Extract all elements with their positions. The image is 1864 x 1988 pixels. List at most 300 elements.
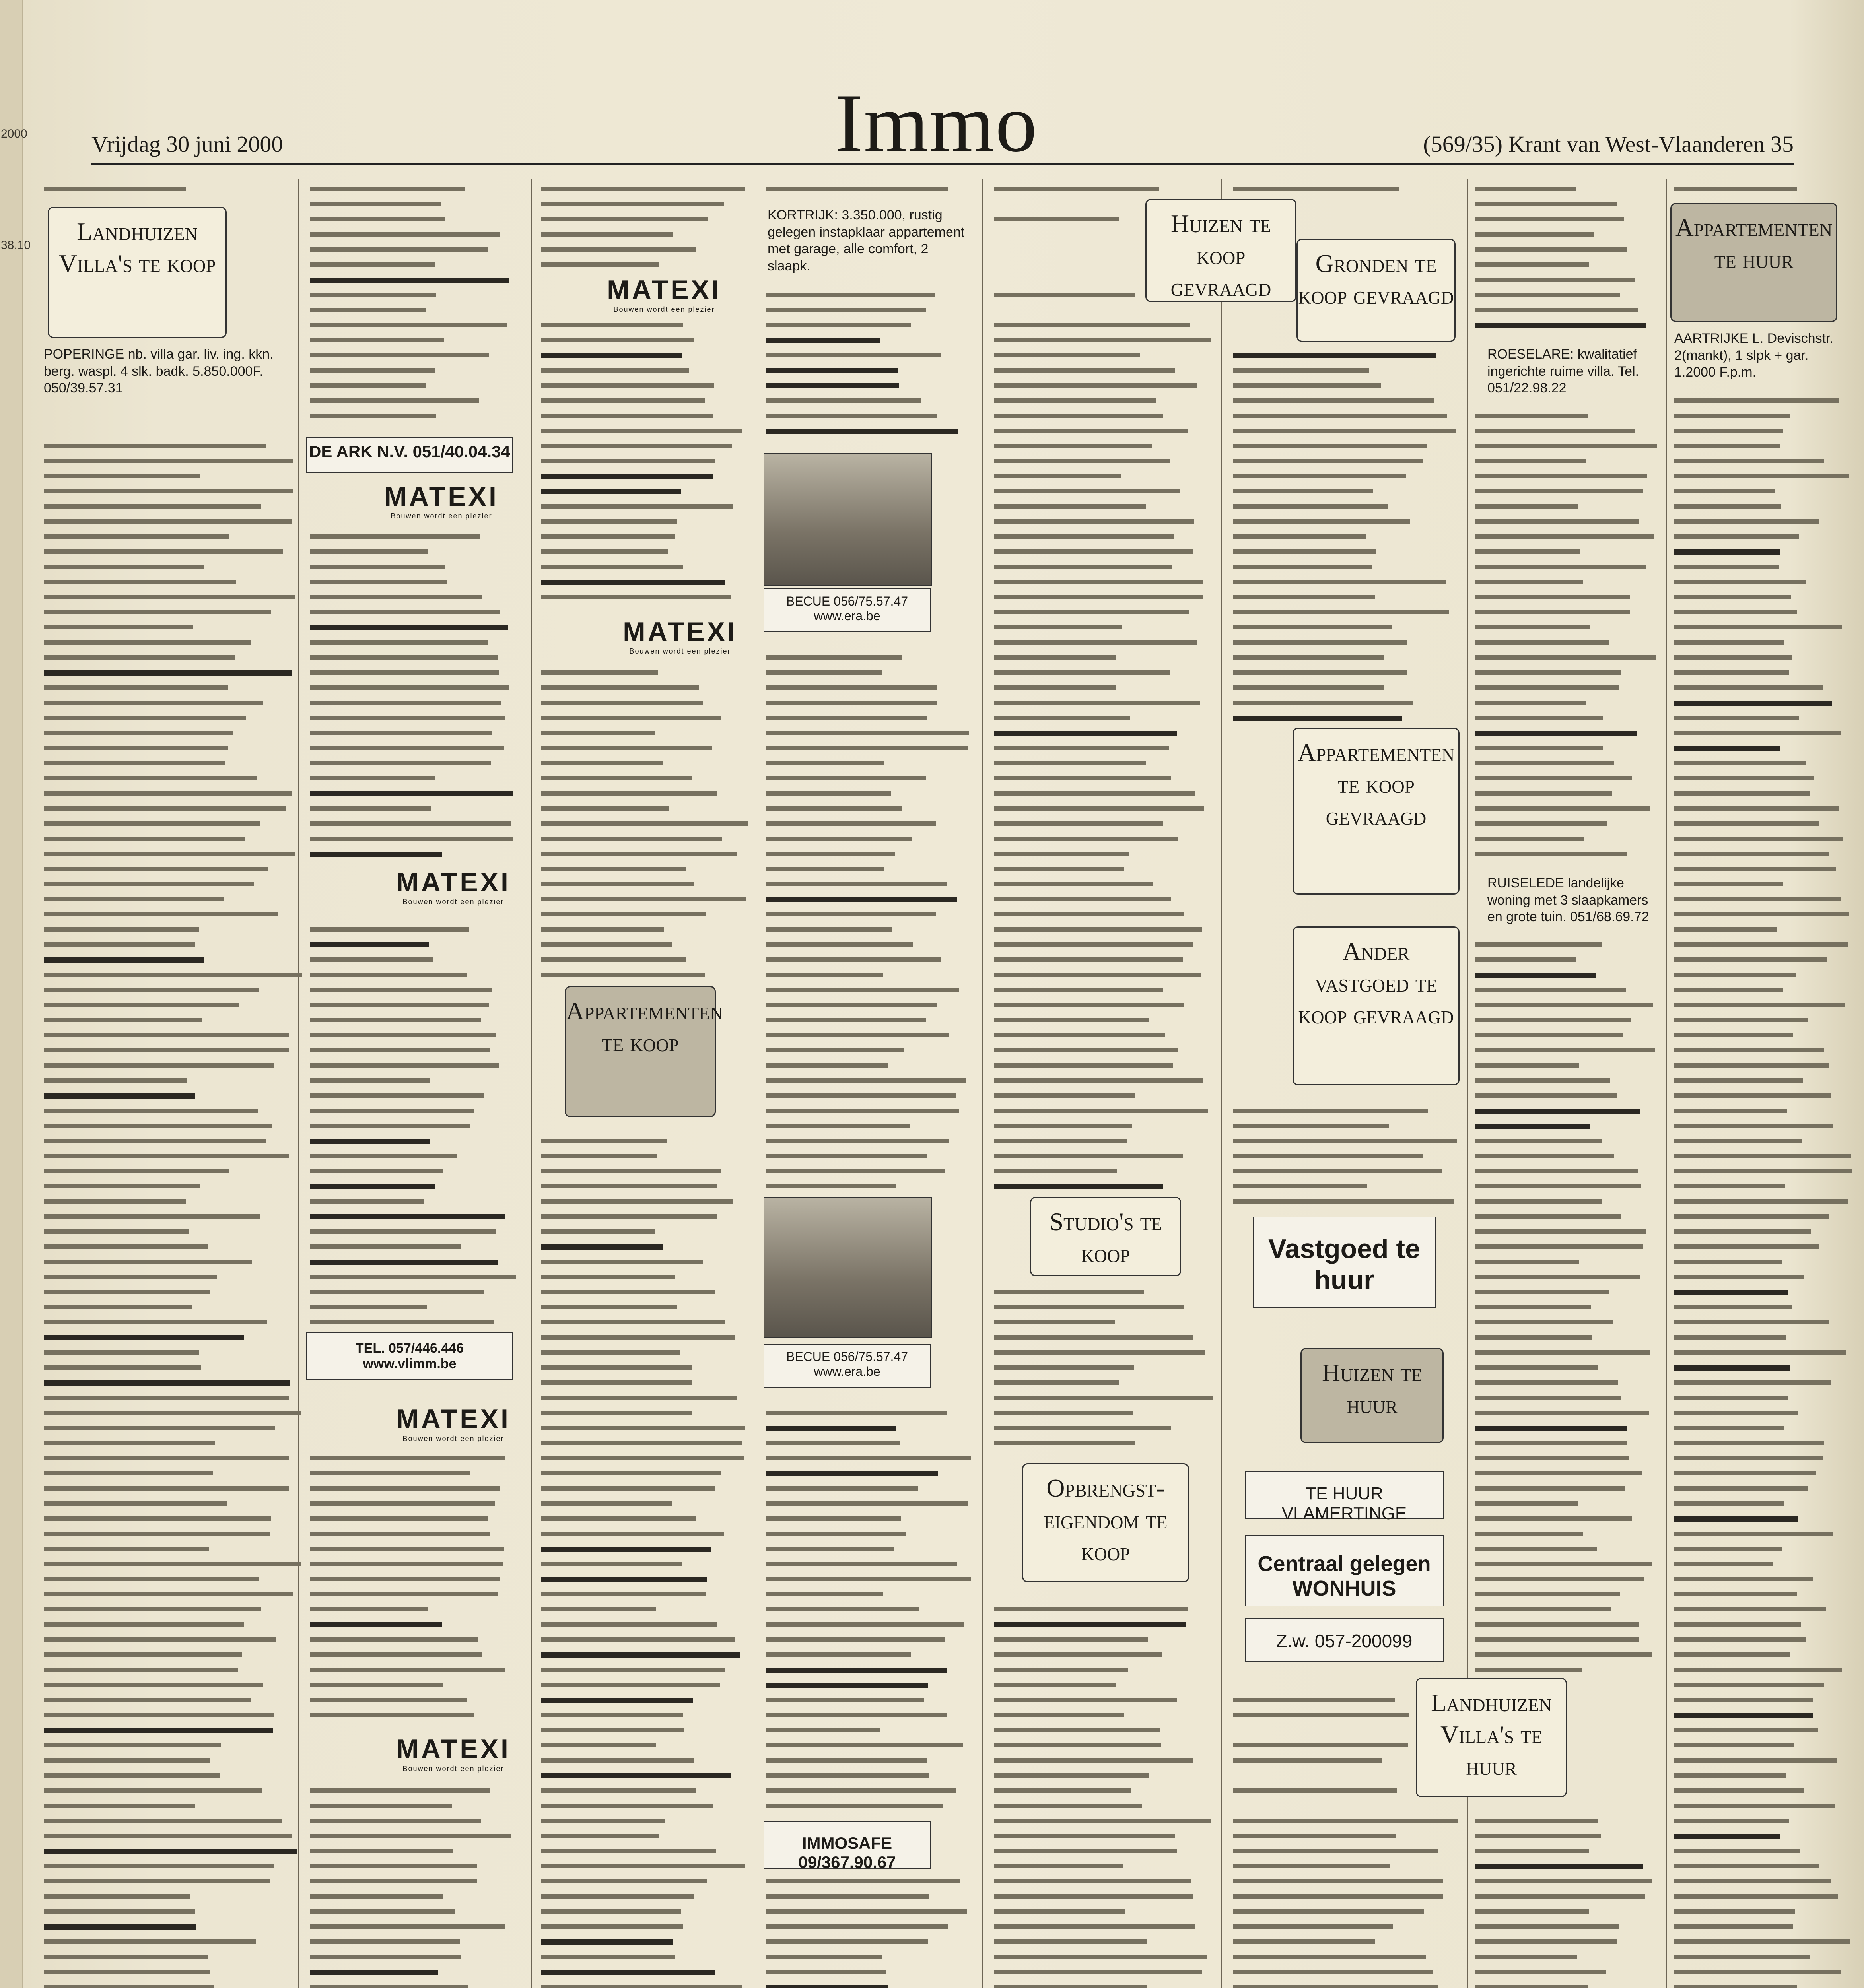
listing-text-line: [994, 1365, 1134, 1370]
listing-text-line: [541, 1350, 680, 1355]
listing-text-line: [310, 655, 498, 660]
listing-text-line: [310, 852, 442, 857]
listing-text-line: [1674, 1471, 1816, 1475]
listing-text-line: [44, 1924, 196, 1930]
listing-text-line: [310, 1199, 424, 1204]
listing-text-line: [44, 1003, 239, 1007]
listing-text-line: [766, 414, 937, 418]
listing-text-line: [541, 383, 714, 388]
listing-text-line: [1233, 1139, 1457, 1143]
listing-text-line: [310, 247, 488, 252]
listing-text-line: [310, 278, 509, 283]
listing-text-line: [541, 1713, 683, 1717]
listing-text-line: [1674, 1139, 1802, 1143]
listing-text-line: [1674, 1486, 1808, 1491]
listing-text-line: [1475, 1169, 1638, 1173]
listing-text-line: [1475, 1380, 1618, 1385]
listing-text-line: [44, 1018, 202, 1022]
listing-text-line: [1674, 912, 1849, 916]
listing-text-line: [44, 867, 268, 871]
listing-text-line: [766, 338, 880, 343]
listing-text-line: [1674, 882, 1783, 886]
listing-text-line: [766, 701, 937, 705]
listing-text-line: [310, 549, 428, 554]
listing-text-line: [1674, 580, 1806, 584]
listing-text-line: [1475, 429, 1635, 433]
listing-text-line: [766, 837, 912, 841]
listing-text-line: [310, 1516, 488, 1521]
listing-text-line: [1475, 670, 1621, 675]
listing-text-line: [766, 1985, 888, 1988]
listing-text-line: [1475, 640, 1609, 645]
listing-text-line: [44, 1486, 289, 1491]
listing-text-line: [541, 1879, 707, 1883]
listing-text-line: [1233, 383, 1381, 388]
listing-text-line: [1233, 474, 1406, 478]
listing-text-line: [994, 1124, 1132, 1128]
listing-text-line: [994, 489, 1180, 493]
listing-text-line: [994, 1728, 1160, 1732]
listing-text-line: [44, 1078, 187, 1083]
listing-text-line: [766, 912, 936, 916]
listing-text-line: [1674, 1622, 1801, 1627]
listing-text-line: [310, 1849, 453, 1853]
listing-text-line: [310, 942, 429, 947]
matexi-logo-text: MATEXI: [396, 867, 511, 897]
listing-text-line: [1674, 973, 1796, 977]
listing-text-line: [766, 1456, 971, 1460]
listing-text-line: [44, 504, 261, 509]
listing-text-line: [310, 806, 431, 811]
listing-text-line: [1233, 1909, 1424, 1914]
listing-text-line: [1233, 701, 1413, 705]
listing-text-line: [541, 912, 706, 916]
listing-text-line: [1233, 1743, 1408, 1747]
listing-text-line: [541, 534, 675, 539]
listing-text-line: [310, 323, 507, 327]
listing-text-line: [766, 927, 892, 932]
edge-label: 38.10: [1, 239, 31, 252]
listing-text-line: [310, 1063, 499, 1068]
listing-text-line: [44, 489, 293, 493]
listing-text-line: [766, 368, 898, 373]
listing-text-line: [541, 852, 737, 856]
matexi-logo-text: MATEXI: [384, 481, 499, 512]
listing-text-line: [1233, 685, 1384, 690]
listing-text-line: [1475, 1471, 1642, 1475]
listing-text-line: [310, 701, 501, 705]
listing-text-line: [766, 383, 899, 388]
listing-text-line: [1674, 761, 1806, 765]
listing-text-line: [1674, 1577, 1813, 1581]
listing-text-line: [1233, 1849, 1438, 1853]
listing-text-line: [310, 595, 482, 599]
listing-text-line: [541, 474, 713, 479]
listing-text-line: [1233, 1713, 1409, 1717]
listing-text-line: [1475, 1879, 1652, 1883]
listing-text-line: [1475, 852, 1627, 856]
listing-text-line: [1674, 1093, 1831, 1098]
listing-text-line: [1233, 1939, 1375, 1944]
listing-text-line: [541, 504, 733, 509]
listing-text-line: [1475, 1970, 1606, 1974]
listing-text-line: [310, 187, 465, 191]
listing-text-line: [541, 1290, 715, 1294]
listing-text-line: [310, 308, 426, 312]
listing-text-line: [310, 640, 488, 645]
listing-text-line: [44, 1426, 275, 1430]
listing-text-line: [994, 353, 1140, 357]
listing-text-line: [994, 685, 1116, 690]
listing-text-line: [1475, 323, 1646, 328]
listing-text-line: [1674, 414, 1790, 418]
listing-text-line: [1475, 761, 1614, 765]
listing-text-line: [44, 444, 266, 448]
listing-text-line: [1674, 640, 1784, 645]
listing-text-line: [1475, 1048, 1655, 1052]
listing-text-line: [766, 1713, 947, 1717]
listing-text-line: [44, 565, 204, 569]
listing-text-line: [310, 1456, 505, 1460]
listing-text-line: [1475, 1335, 1592, 1340]
listing-text-line: [44, 776, 257, 780]
listing-text-line: [44, 1169, 229, 1173]
listing-text-line: [1233, 414, 1447, 418]
listing-text-line: [541, 791, 717, 796]
listing-text-line: [44, 1577, 259, 1581]
listing-text-line: [766, 1804, 943, 1808]
listing-text-line: [766, 1169, 945, 1173]
listing-text-line: [1475, 806, 1650, 811]
previous-page-edge: [0, 0, 31, 1988]
listing-text-line: [994, 837, 1178, 841]
listing-text-line: [1674, 1380, 1831, 1385]
listing-text-line: [1674, 1244, 1819, 1249]
listing-text-line: [310, 293, 436, 297]
listing-text-line: [1233, 398, 1434, 403]
section-appartementen-te-koop-gevraagd: Appartementen te koop gevraagd: [1293, 728, 1460, 895]
listing-text-line: [44, 1380, 290, 1386]
listing-text-line: [44, 882, 254, 886]
listing-text-line: [1475, 1305, 1591, 1309]
listing-text-line: [1475, 278, 1635, 282]
matexi-logo-text: MATEXI: [396, 1734, 511, 1764]
listing-text-line: [1475, 1849, 1589, 1853]
listing-text-line: [766, 1078, 966, 1083]
listing-text-line: [994, 1698, 1177, 1702]
listing-text-line: [310, 988, 492, 992]
listing-text-line: [44, 1652, 242, 1657]
listing-text-line: [310, 217, 445, 221]
listing-text-line: [994, 1441, 1135, 1445]
listing-text-line: [1475, 202, 1617, 206]
listing-text-line: [541, 1275, 675, 1279]
listing-text-line: [1475, 1229, 1646, 1234]
matexi-tagline: Bouwen wordt een plezier: [402, 898, 504, 906]
listing-text-line: [994, 927, 1202, 932]
listing-text-line: [1475, 1547, 1597, 1551]
listing-text-line: [994, 293, 1135, 297]
listing-text-line: [541, 1501, 672, 1506]
listing-text-line: [44, 459, 293, 463]
listing-text-line: [1475, 1939, 1617, 1944]
listing-text-line: [766, 1547, 894, 1551]
listing-text-line: [766, 1018, 926, 1022]
listing-text-line: [994, 338, 1211, 342]
listing-text-line: [44, 1184, 200, 1188]
listing-text-line: [310, 1471, 470, 1475]
listing-text-line: [766, 187, 948, 191]
listing-text-line: [44, 1109, 258, 1113]
listing-text-line: [44, 746, 228, 750]
listing-text-line: [310, 957, 433, 962]
listing-text-line: [1475, 1592, 1620, 1596]
listing-text-line: [44, 1093, 195, 1099]
listing-text-line: [994, 1788, 1131, 1793]
listing-text-line: [541, 1849, 716, 1853]
listing-text-line: [541, 731, 655, 735]
listing-text-line: [310, 1577, 500, 1581]
listing-text-line: [44, 927, 199, 932]
listing-text-line: [44, 942, 195, 947]
listing-text-line: [310, 837, 513, 841]
listing-text-line: [994, 1350, 1205, 1355]
listing-text-line: [766, 1592, 883, 1596]
listing-text-line: [1475, 1290, 1609, 1294]
listing-text-line: [541, 217, 708, 221]
listing-text-line: [541, 1773, 731, 1778]
listing-text-line: [1475, 565, 1646, 569]
listing-text-line: [1233, 444, 1427, 448]
listing-text-line: [310, 1139, 430, 1144]
listing-text-line: [541, 1199, 733, 1204]
listing-text-line: [541, 1396, 737, 1400]
listing-text-line: [766, 791, 891, 796]
listing-text-line: [766, 1003, 937, 1007]
listing-text-line: [1674, 1320, 1829, 1324]
listing-text-line: [310, 791, 513, 796]
listing-text-line: [541, 1139, 667, 1143]
listing-text-line: [994, 1184, 1163, 1189]
listing-text-line: [541, 1441, 742, 1445]
listing-text-line: [1674, 852, 1829, 856]
matexi-tagline: Bouwen wordt een plezier: [613, 305, 715, 313]
listing-text-line: [766, 957, 941, 962]
vlimm-ad: TEL. 057/446.446 www.vlimm.be: [306, 1332, 513, 1380]
listing-text-line: [44, 1229, 189, 1234]
listing-text-line: [1475, 1894, 1645, 1899]
listing-text-line: [1475, 1668, 1582, 1672]
listing-text-line: [541, 1622, 717, 1627]
listing-text-line: [1674, 1562, 1773, 1566]
listing-text-line: [310, 1939, 460, 1944]
listing-text-line: [1475, 1275, 1640, 1279]
centraal-gelegen-ad: Centraal gelegen WONHUIS: [1245, 1535, 1444, 1606]
listing-text-line: [1674, 1652, 1790, 1657]
listing-text-line: [310, 1501, 495, 1506]
listing-text-line: [766, 1124, 910, 1128]
listing-text-line: [1674, 1909, 1795, 1914]
listing-text-line: [44, 670, 292, 676]
listing-text-line: [44, 1939, 256, 1944]
listing-text-line: [541, 1456, 744, 1460]
listing-text-line: [1475, 1078, 1610, 1083]
listing-text-line: [994, 1909, 1125, 1914]
listing-text-line: [1674, 1728, 1818, 1732]
listing-text-line: [1475, 217, 1624, 221]
listing-text-line: [1674, 1305, 1792, 1309]
column-rule: [982, 179, 983, 1988]
listing-text-line: [994, 1048, 1178, 1052]
listing-text-line: [541, 565, 683, 569]
listing-text-line: [766, 1698, 924, 1702]
listing-text-line: [1475, 1093, 1617, 1098]
listing-text-line: [310, 1260, 498, 1265]
listing-text-line: [1475, 232, 1594, 237]
listing-text-line: [310, 580, 447, 584]
listing-text-line: [541, 1834, 659, 1838]
listing-text-line: [541, 1743, 656, 1747]
listing-text-line: [44, 1773, 220, 1778]
listing-text-line: [1674, 534, 1799, 539]
listing-text-line: [766, 821, 936, 826]
column-rule: [1221, 179, 1222, 1988]
listing-text-line: [994, 398, 1156, 403]
listing-text-line: [1233, 640, 1407, 645]
listing-text-line: [1674, 1683, 1824, 1687]
listing-text-line: [1674, 1441, 1824, 1445]
listing-text-line: [541, 1698, 693, 1703]
listing-text-line: [766, 731, 969, 735]
listing-text-line: [994, 1380, 1119, 1385]
listing-text-line: [1674, 731, 1841, 735]
listing-text-line: [766, 761, 884, 765]
listing-text-line: [310, 1033, 496, 1037]
listing-text-line: [1674, 1396, 1788, 1400]
listing-text-line: [994, 187, 1159, 191]
listing-text-line: [1475, 459, 1586, 463]
listing-text-line: [1674, 1033, 1793, 1037]
listing-text-line: [44, 1819, 282, 1823]
listing-text-line: [1674, 1804, 1835, 1808]
listing-text-line: [766, 1486, 918, 1491]
listing-text-line: [44, 1365, 201, 1370]
listing-text-line: [44, 1834, 292, 1838]
listing-text-line: [1233, 1970, 1433, 1974]
listing-text-line: [1475, 1864, 1643, 1869]
listing-text-line: [1475, 610, 1630, 614]
listing-text-line: [541, 1788, 696, 1793]
listing-text-line: [994, 1894, 1193, 1899]
listing-text-line: [310, 625, 508, 630]
listing-text-line: [541, 247, 696, 252]
listing-text-line: [541, 1652, 740, 1658]
listing-text-line: [541, 927, 664, 932]
section-gronden-te-koop-gevraagd: Gronden te koop gevraagd: [1296, 239, 1456, 342]
listing-text-line: [44, 1305, 192, 1309]
listing-text-line: [1233, 595, 1375, 599]
listing-text-line: [310, 1244, 461, 1249]
listing-text-line: [44, 1516, 271, 1521]
listing-text-line: [1674, 474, 1849, 478]
listing-text-line: [1475, 791, 1612, 796]
listing-text-line: [310, 670, 499, 675]
listing-text-line: [1674, 1456, 1823, 1460]
listing-text-line: [1674, 1260, 1782, 1264]
listing-text-line: [44, 1260, 252, 1264]
listing-text-line: [766, 1441, 900, 1445]
listing-text-line: [310, 1834, 511, 1838]
listing-text-line: [1674, 595, 1791, 599]
listing-text-line: [541, 761, 663, 765]
section-opbrengsteigendom-te-koop: Opbrengst-eigendom te koop: [1022, 1463, 1189, 1582]
listing-text-line: [994, 414, 1163, 418]
section-landhuizen-villas-te-huur-right: Landhuizen Villa's te huur: [1416, 1678, 1567, 1797]
listing-text-line: [766, 1622, 964, 1627]
listing-text-line: [766, 1668, 947, 1673]
listing-text-line: [44, 1683, 263, 1687]
listing-text-line: [1674, 1003, 1845, 1007]
listing-text-line: [766, 852, 895, 856]
listing-text-line: [1475, 519, 1639, 524]
listing-text-line: [1674, 1607, 1826, 1611]
listing-text-line: [541, 368, 689, 373]
listing-text-line: [994, 942, 1193, 947]
listing-text-line: [1233, 716, 1402, 721]
listing-text-line: [541, 1985, 742, 1988]
listing-text-line: [1475, 942, 1602, 947]
listing-text-line: [310, 1652, 482, 1657]
listing-text-line: [1233, 565, 1372, 569]
listing-text-line: [541, 202, 724, 206]
listing-text-line: [541, 1955, 675, 1959]
listing-text-line: [994, 776, 1171, 780]
listing-text-line: [1475, 1456, 1629, 1460]
listing-text-line: [44, 852, 295, 856]
page-section-title: Immo: [835, 77, 1038, 169]
listing-text-line: [994, 1003, 1184, 1007]
listing-text-line: [44, 519, 292, 524]
listing-text-line: [1674, 504, 1781, 509]
listing-text-line: [766, 1939, 928, 1944]
listing-text-line: [1475, 988, 1626, 992]
listing-text-line: [1475, 1955, 1577, 1959]
listing-text-line: [541, 1939, 673, 1945]
listing-text-line: [1674, 1743, 1794, 1747]
listing-text-line: [766, 1607, 919, 1611]
listing-text-line: [766, 1048, 904, 1052]
listing-text-line: [1674, 1411, 1798, 1415]
listing-text-line: [1674, 1637, 1806, 1642]
listing-text-line: [1475, 1018, 1631, 1022]
listing-text-line: [541, 1411, 692, 1415]
listing-text-line: [1475, 262, 1589, 267]
listing-text-line: [541, 1637, 735, 1642]
listing-text-line: [44, 837, 245, 841]
listing-text-line: [44, 474, 200, 478]
listing-text-line: [44, 988, 259, 992]
listing-text-line: [310, 1290, 484, 1294]
listing-text-line: [1475, 776, 1632, 780]
listing-text-line: [1475, 1214, 1621, 1219]
listing-text-line: [1475, 247, 1627, 252]
matexi-logo: [378, 1404, 529, 1443]
listing-text-line: [1475, 1320, 1613, 1324]
listing-text-line: [310, 368, 435, 373]
listing-text-line: [766, 882, 947, 886]
listing-text-line: [310, 1668, 505, 1672]
listing-text-line: [541, 1683, 720, 1687]
